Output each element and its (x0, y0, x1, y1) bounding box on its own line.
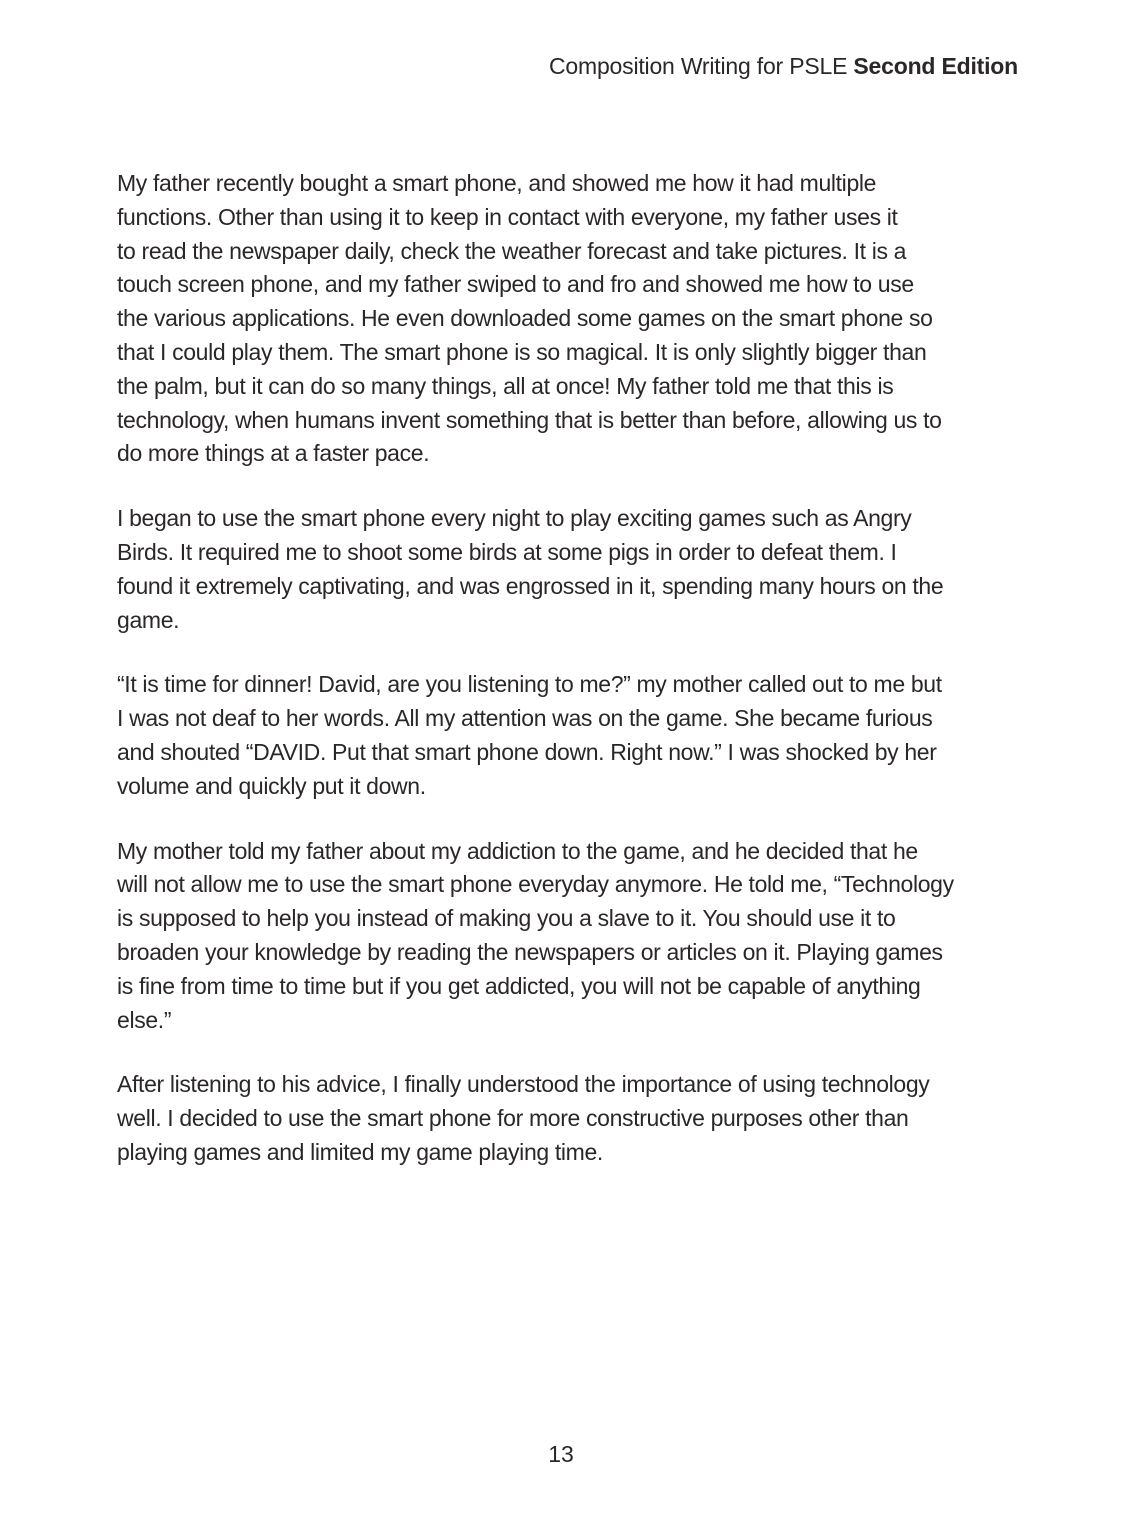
essay-line: is supposed to help you instead of making you a slave to it. You should use it to (117, 905, 896, 932)
essay-paragraph-5 (117, 1068, 1057, 1169)
essay-line: My mother told my father about my addiction to the game, and he decided that he (117, 837, 918, 864)
essay-line: and shouted “DAVID. Put that smart phone down. Right now.” I was shocked by her (117, 738, 937, 765)
essay-body (117, 167, 1057, 1201)
page-header (549, 53, 1018, 80)
essay-line: do more things at a faster pace. (117, 440, 430, 467)
essay-line: the palm, but it can do so many things, all at once! My father told me that this is (117, 372, 894, 399)
essay-paragraph-4 (117, 835, 1057, 1038)
book-title: Composition Writing for PSLE (549, 53, 854, 79)
essay-line: I was not deaf to her words. All my attention was on the game. She became furious (117, 705, 933, 732)
essay-line: volume and quickly put it down. (117, 772, 426, 799)
essay-line: functions. Other than using it to keep in contact with everyone, my father uses it (117, 203, 898, 230)
essay-line: game. (117, 606, 180, 633)
essay-line: broaden your knowledge by reading the newspapers or articles on it. Playing games (117, 938, 943, 965)
page-number: 13 (548, 1441, 574, 1467)
essay-line: else.” (117, 1006, 172, 1033)
essay-line: I began to use the smart phone every night to play exciting games such as Angry (117, 505, 912, 532)
essay-line: My father recently bought a smart phone, and showed me how it had multiple (117, 170, 877, 196)
essay-line: technology, when humans invent something that is better than before, allowing us to (117, 406, 942, 433)
essay-line: will not allow me to use the smart phone everyday anymore. He told me, “Technology (117, 871, 954, 898)
essay-line: “It is time for dinner! David, are you listening to me?” my mother called out to me but (117, 671, 942, 698)
essay-line: After listening to his advice, I finally understood the importance of using technology (117, 1071, 930, 1098)
essay-line: to read the newspaper daily, check the weather forecast and take pictures. It is a (117, 237, 907, 264)
essay-line: playing games and limited my game playing time. (117, 1138, 603, 1165)
essay-line: touch screen phone, and my father swiped to and fro and showed me how to use (117, 271, 914, 298)
essay-line: found it extremely captivating, and was engrossed in it, spending many hours on the (117, 572, 944, 599)
essay-paragraph-1 (117, 167, 1057, 471)
essay-line: is fine from time to time but if you get addicted, you will not be capable of anything (117, 972, 921, 999)
essay-paragraph-3 (117, 668, 1057, 803)
essay-paragraph-2 (117, 502, 1057, 637)
essay-line: well. I decided to use the smart phone for more constructive purposes other than (117, 1105, 909, 1132)
book-title-edition: Second Edition (853, 53, 1018, 79)
essay-line: the various applications. He even downloaded some games on the smart phone so (117, 305, 933, 332)
essay-line: Birds. It required me to shoot some birds at some pigs in order to defeat them. I (117, 538, 897, 565)
essay-line: that I could play them. The smart phone is so magical. It is only slightly bigger than (117, 338, 927, 365)
